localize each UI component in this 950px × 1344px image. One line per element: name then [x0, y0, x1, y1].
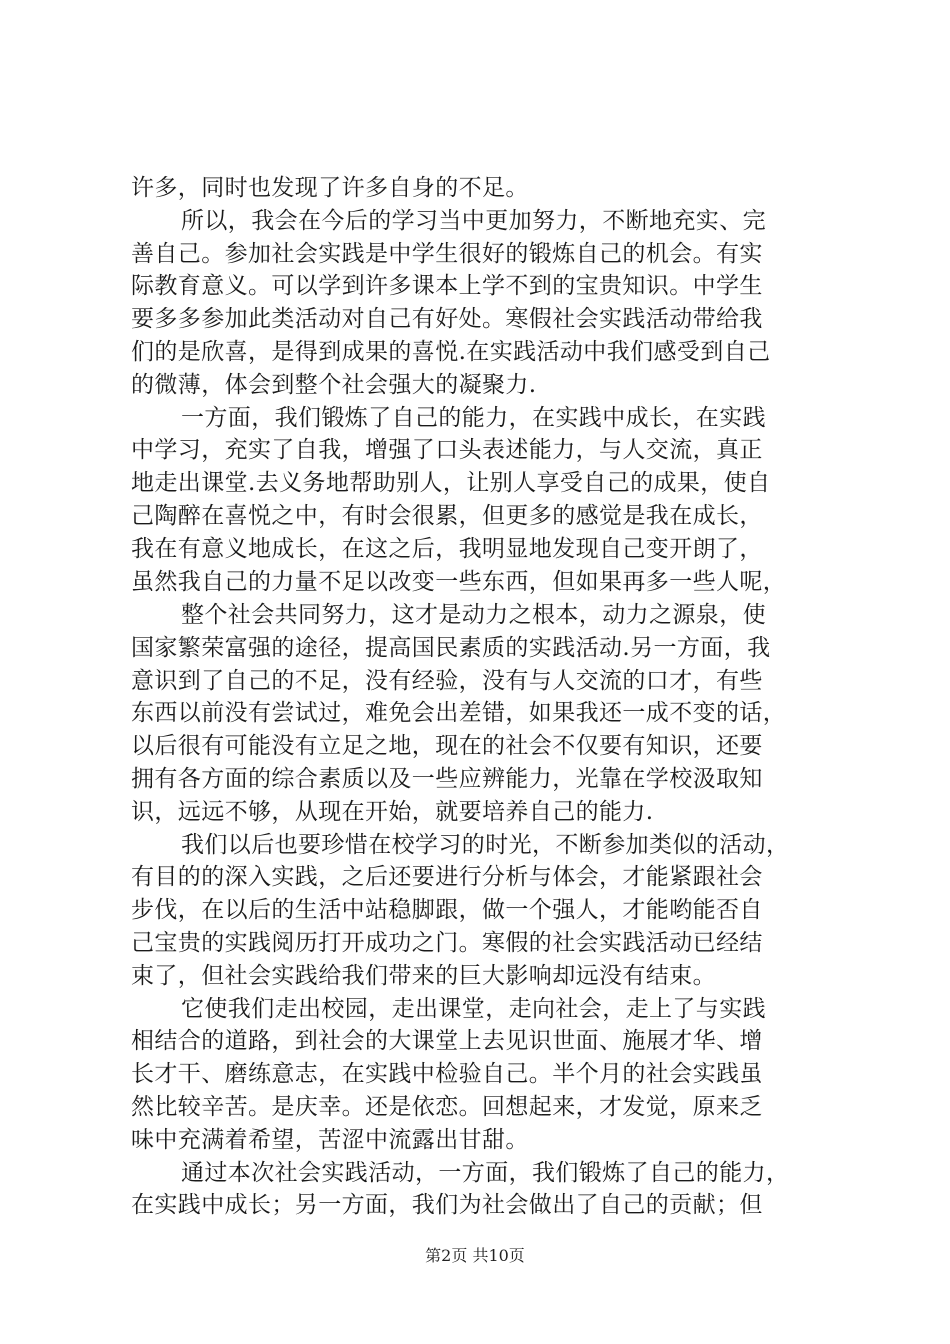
text-line: 所以，我会在今后的学习当中更加努力，不断地充实、完: [181, 207, 766, 234]
text-line: 拥有各方面的综合素质以及一些应辨能力，光靠在学校汲取知: [131, 765, 763, 792]
text-line: 以后很有可能没有立足之地，现在的社会不仅要有知识，还要: [131, 733, 763, 760]
text-line: 识，远远不够，从现在开始，就要培养自己的能力.: [131, 798, 654, 825]
text-line: 我在有意义地成长，在这之后，我明显地发现自己变开朗了，: [131, 535, 763, 562]
text-line: 在实践中成长；另一方面，我们为社会做出了自己的贡献；但: [131, 1192, 763, 1219]
text-line: 相结合的道路，到社会的大课堂上去见识世面、施展才华、增: [131, 1028, 763, 1055]
text-line: 虽然我自己的力量不足以改变一些东西，但如果再多一些人呢，: [131, 568, 787, 595]
text-line: 的微薄，体会到整个社会强大的凝聚力.: [131, 371, 537, 398]
text-block-upper: [131, 172, 843, 598]
text-line: 己宝贵的实践阅历打开成功之门。寒假的社会实践活动已经结: [131, 929, 763, 956]
text-line: 束了，但社会实践给我们带来的巨大影响却远没有结束。: [131, 962, 716, 989]
text-line: 长才干、磨练意志，在实践中检验自己。半个月的社会实践虽: [131, 1061, 763, 1088]
text-line: 东西以前没有尝试过，难免会出差错，如果我还一成不变的话，: [131, 700, 787, 727]
text-line: 中学习，充实了自我，增强了口头表述能力，与人交流，真正: [131, 437, 763, 464]
text-line: 己陶醉在喜悦之中，有时会很累，但更多的感觉是我在成长，: [131, 502, 763, 529]
text-line: 国家繁荣富强的途径，提高国民素质的实践活动.另一方面，我: [131, 634, 771, 661]
text-line: 善自己。参加社会实践是中学生很好的锻炼自己的机会。有实: [131, 240, 763, 267]
text-block-lower: [131, 599, 843, 1222]
text-line: 然比较辛苦。是庆幸。还是依恋。回想起来，才发觉，原来乏: [131, 1093, 763, 1120]
text-line: 它使我们走出校园，走出课堂，走向社会，走上了与实践: [181, 995, 766, 1022]
page-number-footer: 第2页 共10页: [425, 1246, 525, 1265]
text-line: 有目的的深入实践，之后还要进行分析与体会，才能紧跟社会: [131, 864, 763, 891]
text-line: 要多多参加此类活动对自己有好处。寒假社会实践活动带给我: [131, 306, 763, 333]
text-line: 许多，同时也发现了许多自身的不足。: [131, 175, 529, 201]
text-line: 步伐，在以后的生活中站稳脚跟，做一个强人，才能哟能否自: [131, 897, 763, 924]
text-line: 们的是欣喜，是得到成果的喜悦.在实践活动中我们感受到自己: [131, 338, 771, 365]
text-line: 意识到了自己的不足，没有经验，没有与人交流的口才，有些: [131, 667, 763, 694]
text-line: 一方面，我们锻炼了自己的能力，在实践中成长，在实践: [181, 404, 766, 431]
text-line: 整个社会共同努力，这才是动力之根本，动力之源泉，使: [181, 602, 766, 628]
text-line: 味中充满着希望，苦涩中流露出甘甜。: [131, 1126, 529, 1153]
text-line: 际教育意义。可以学到许多课本上学不到的宝贵知识。中学生: [131, 273, 763, 300]
text-line: 我们以后也要珍惜在校学习的时光，不断参加类似的活动，: [181, 831, 790, 858]
text-line: 地走出课堂.去义务地帮助别人，让别人享受自己的成果，使自: [131, 470, 771, 497]
text-line: 通过本次社会实践活动，一方面，我们锻炼了自己的能力，: [181, 1159, 790, 1186]
